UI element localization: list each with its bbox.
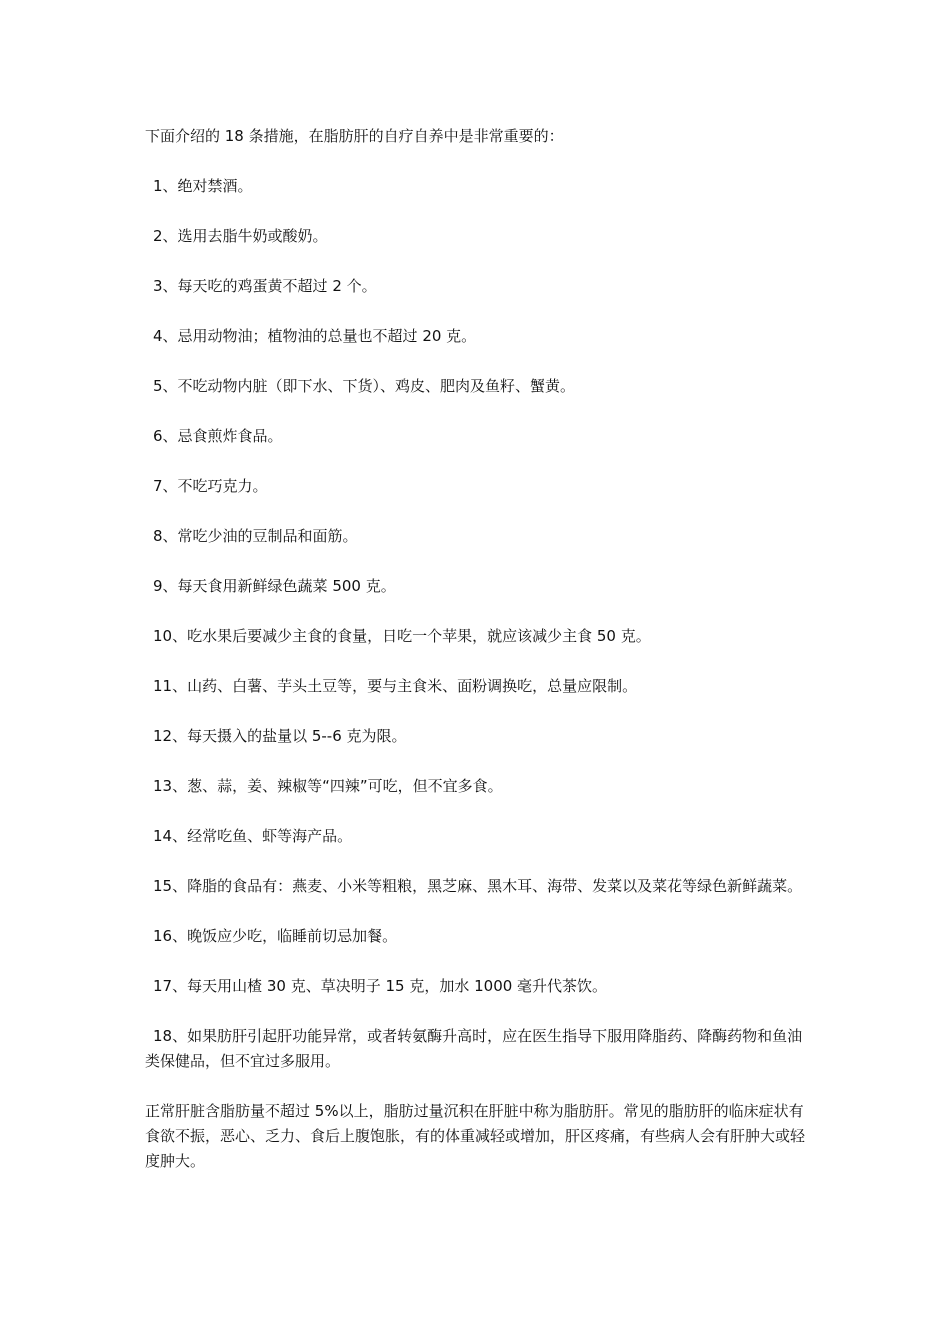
list-item-11: 11、山药、白薯、芋头土豆等，要与主食米、面粉调换吃，总量应限制。 bbox=[153, 677, 638, 695]
list-item-13: 13、葱、蒜，姜、辣椒等“四辣”可吃，但不宜多食。 bbox=[153, 777, 503, 795]
list-item-6: 6、忌食煎炸食品。 bbox=[153, 427, 283, 445]
list-item-7: 7、不吃巧克力。 bbox=[153, 477, 268, 495]
list-item-2: 2、选用去脂牛奶或酸奶。 bbox=[153, 227, 328, 245]
list-item-17: 17、每天用山楂 30 克、草决明子 15 克，加水 1000 毫升代茶饮。 bbox=[153, 977, 608, 995]
list-item-16: 16、晚饭应少吃，临睡前切忌加餐。 bbox=[153, 927, 398, 945]
summary-paragraph: 正常肝脏含脂肪量不超过 5%以上，脂肪过量沉积在肝脏中称为脂肪肝。常见的脂肪肝的临床症状有食欲不振，恶心、乏力、食后上腹饱胀，有的体重减轻或增加，肝区疼痛，有些病人会有肝肿大或轻度肿大。 bbox=[145, 1102, 806, 1170]
list-item-10: 10、吃水果后要减少主食的食量，日吃一个苹果，就应该减少主食 50 克。 bbox=[153, 627, 651, 645]
list-item-3: 3、每天吃的鸡蛋黄不超过 2 个。 bbox=[153, 277, 377, 295]
list-item-14: 14、经常吃鱼、虾等海产品。 bbox=[153, 827, 353, 845]
list-item-15: 15、降脂的食品有：燕麦、小米等粗粮，黑芝麻、黑木耳、海带、发菜以及菜花等绿色新鲜蔬菜。 bbox=[153, 877, 803, 895]
document-body bbox=[145, 124, 805, 1174]
list-item-8: 8、常吃少油的豆制品和面筋。 bbox=[153, 527, 358, 545]
list-item-18: 18、如果肪肝引起肝功能异常，或者转氨酶升高时，应在医生指导下服用降脂药、降酶药物和鱼油类保健品，但不宜过多服用。 bbox=[145, 1027, 803, 1070]
list-item-9: 9、每天食用新鲜绿色蔬菜 500 克。 bbox=[153, 577, 396, 595]
list-item-12: 12、每天摄入的盐量以 5--6 克为限。 bbox=[153, 727, 407, 745]
list-item-4: 4、忌用动物油；植物油的总量也不超过 20 克。 bbox=[153, 327, 477, 345]
list-item-1: 1、绝对禁酒。 bbox=[153, 177, 253, 195]
intro-paragraph: 下面介绍的 18 条措施，在脂肪肝的自疗自养中是非常重要的： bbox=[145, 127, 564, 145]
list-item-5: 5、不吃动物内脏（即下水、下货）、鸡皮、肥肉及鱼籽、蟹黄。 bbox=[153, 377, 576, 395]
